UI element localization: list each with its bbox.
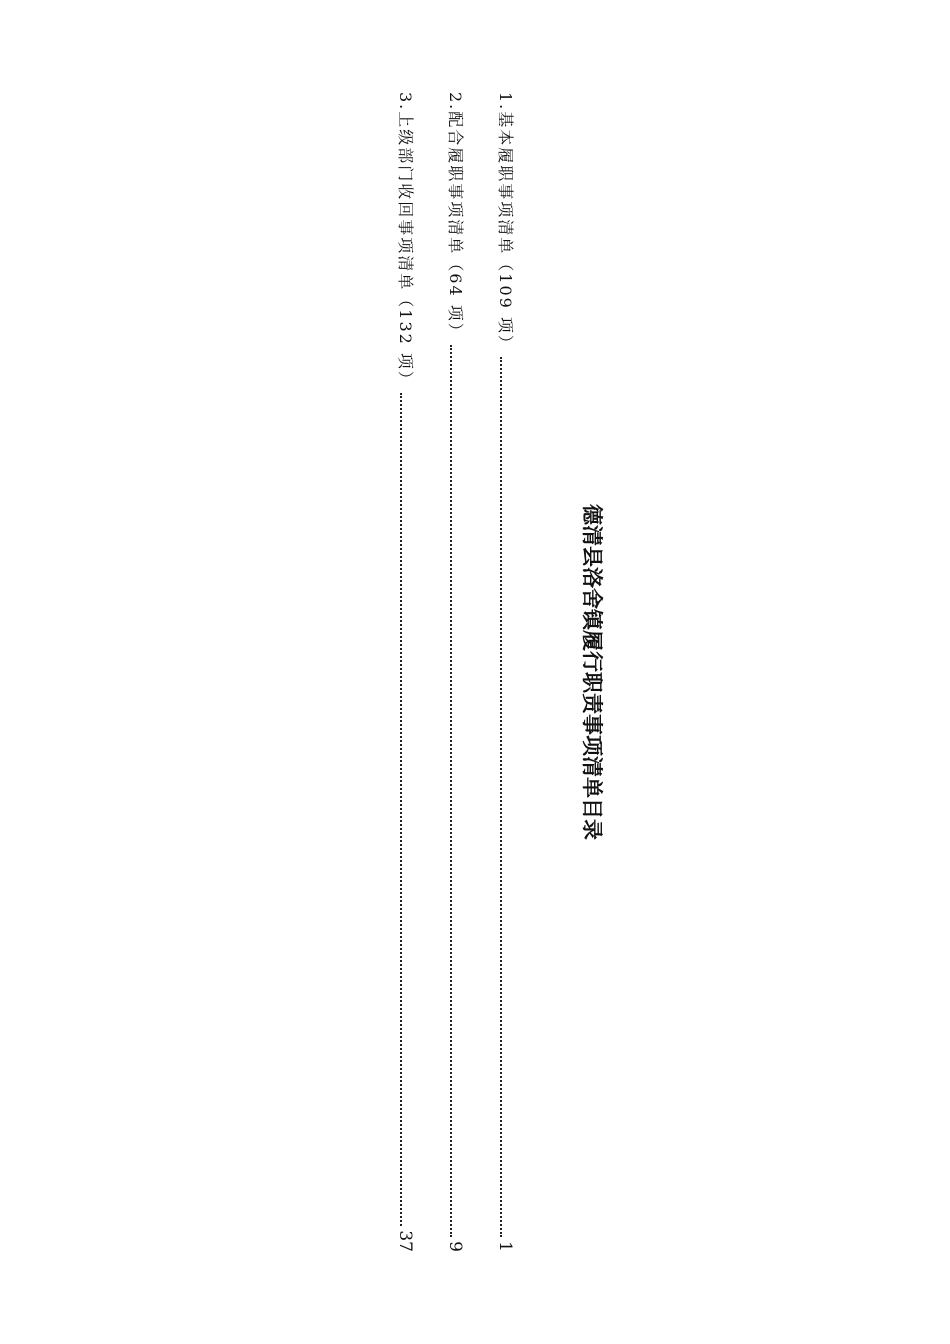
- toc-entry-page-number: 37: [395, 1230, 415, 1252]
- toc-entry-label: 3.上级部门收回事项清单（132 项）: [396, 92, 415, 389]
- dot-leader: [400, 393, 402, 1226]
- toc-list: [395, 92, 545, 1252]
- toc-entry-page-number: 9: [445, 1241, 465, 1252]
- dot-leader: [500, 357, 502, 1237]
- toc-entry-2[interactable]: [445, 92, 495, 1252]
- toc-entry-3[interactable]: [395, 92, 445, 1252]
- toc-entry-1[interactable]: [495, 92, 545, 1252]
- toc-title: 德清县洛舍镇履行职责事项清单目录: [580, 504, 605, 840]
- rotated-content: [345, 92, 605, 1252]
- dot-leader: [450, 345, 452, 1237]
- toc-entry-page-number: 1: [495, 1241, 515, 1252]
- toc-entry-label: 2.配合履职事项清单（64 项）: [446, 92, 465, 341]
- toc-entry-label: 1.基本履职事项清单（109 项）: [496, 92, 515, 353]
